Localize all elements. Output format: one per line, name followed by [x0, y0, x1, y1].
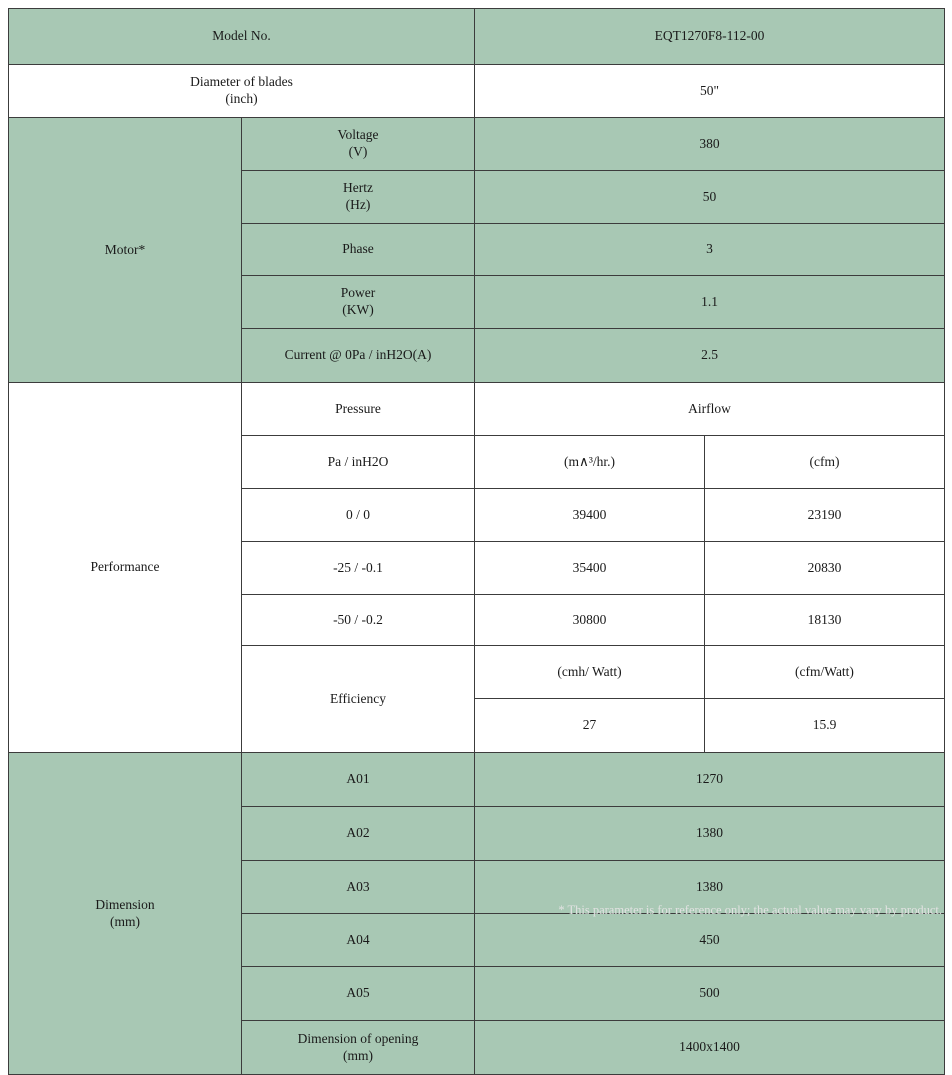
power-label: [242, 276, 475, 329]
a02-value: 1380: [475, 807, 945, 861]
phase-value: 3: [475, 224, 945, 276]
performance-section-label: Performance: [9, 383, 242, 753]
efficiency-imperial: 15.9: [705, 699, 945, 753]
table-row: [9, 383, 945, 436]
perf-2-pressure: -25 / -0.1: [242, 542, 475, 595]
opening-value: 1400x1400: [475, 1021, 945, 1075]
footnote: * This parameter is for reference only; the actual value may vary by product.: [558, 903, 942, 917]
diameter-value: 50": [475, 65, 945, 118]
motor-section-label: Motor*: [9, 118, 242, 383]
pressure-units: Pa / inH2O: [242, 436, 475, 489]
pressure-header: Pressure: [242, 383, 475, 436]
perf-3-imperial: 18130: [705, 595, 945, 646]
dimension-label-line1: Dimension: [95, 896, 155, 912]
perf-1-metric: 39400: [475, 489, 705, 542]
opening-label-line2: (mm): [343, 1047, 373, 1063]
phase-label: Phase: [242, 224, 475, 276]
table-row: [9, 753, 945, 807]
efficiency-label: Efficiency: [242, 646, 475, 753]
model-label: Model No.: [9, 9, 475, 65]
current-label: Current @ 0Pa / inH2O(A): [242, 329, 475, 383]
dimension-label-line2: (mm): [110, 913, 140, 929]
power-value: 1.1: [475, 276, 945, 329]
opening-label-line1: Dimension of opening: [297, 1030, 419, 1046]
a05-label: A05: [242, 967, 475, 1021]
hertz-label-line1: Hertz: [343, 180, 373, 196]
airflow-unit-metric: (m∧³/hr.): [475, 436, 705, 489]
a01-value: 1270: [475, 753, 945, 807]
voltage-value: 380: [475, 118, 945, 171]
dimension-section-label: [9, 753, 242, 1075]
perf-1-pressure: 0 / 0: [242, 489, 475, 542]
perf-1-imperial: 23190: [705, 489, 945, 542]
table-row: [9, 65, 945, 118]
a01-label: A01: [242, 753, 475, 807]
a02-label: A02: [242, 807, 475, 861]
perf-2-metric: 35400: [475, 542, 705, 595]
a04-label: A04: [242, 914, 475, 967]
perf-2-imperial: 20830: [705, 542, 945, 595]
model-value: EQT1270F8-112-00: [475, 9, 945, 65]
voltage-label: [242, 118, 475, 171]
airflow-unit-imperial: (cfm): [705, 436, 945, 489]
table-row: [9, 118, 945, 171]
perf-3-pressure: -50 / -0.2: [242, 595, 475, 646]
power-label-line1: Power: [340, 285, 376, 301]
voltage-label-line1: Voltage: [337, 127, 379, 143]
a05-value: 500: [475, 967, 945, 1021]
efficiency-unit-imperial: (cfm/Watt): [705, 646, 945, 699]
efficiency-metric: 27: [475, 699, 705, 753]
diameter-label: [9, 65, 475, 118]
diameter-label-line1: Diameter of blades: [190, 74, 293, 90]
efficiency-unit-metric: (cmh/ Watt): [475, 646, 705, 699]
current-value: 2.5: [475, 329, 945, 383]
hertz-value: 50: [475, 171, 945, 224]
a03-label: A03: [242, 861, 475, 914]
a03-value: 1380: [475, 861, 945, 914]
table-row: [9, 9, 945, 65]
a04-value: 450: [475, 914, 945, 967]
diameter-label-line2: (inch): [225, 91, 258, 106]
opening-label: [242, 1021, 475, 1075]
hertz-label-line2: (Hz): [345, 197, 371, 212]
power-label-line2: (KW): [342, 302, 374, 317]
perf-3-metric: 30800: [475, 595, 705, 646]
voltage-label-line2: (V): [348, 144, 368, 159]
airflow-header: Airflow: [475, 383, 945, 436]
hertz-label: [242, 171, 475, 224]
